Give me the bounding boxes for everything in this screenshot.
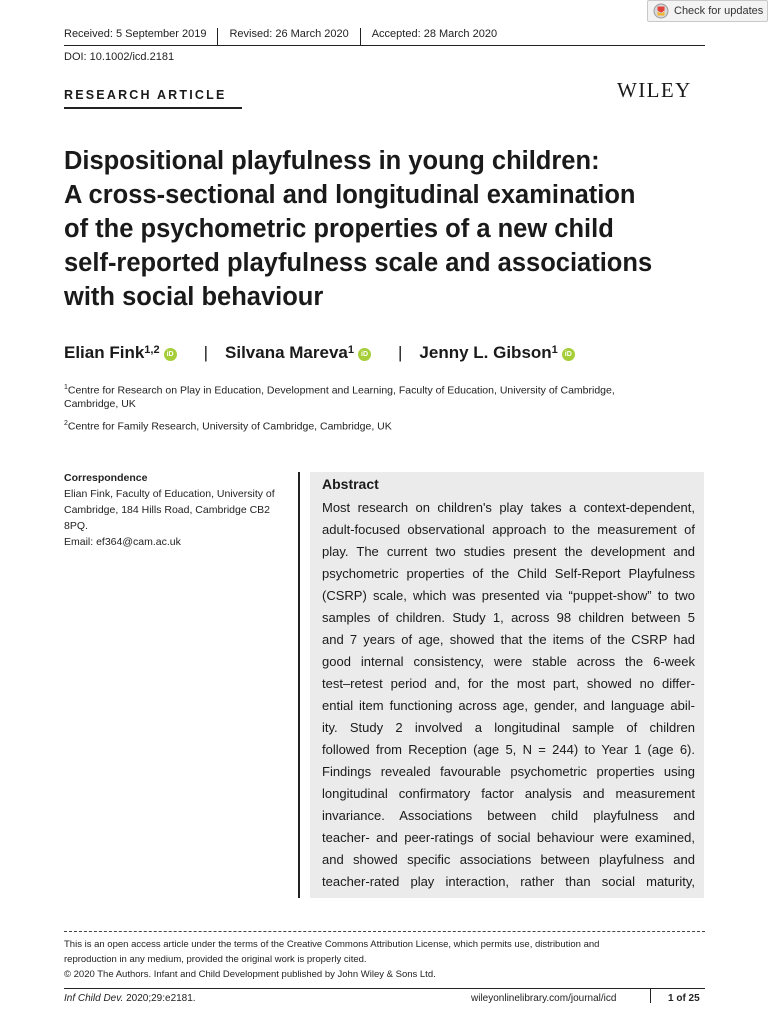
article-title — [64, 144, 704, 314]
correspondence-email[interactable]: Email: ef364@cam.ac.uk — [64, 536, 181, 548]
footnote-line: reproduction in any medium, provided the original work is properly cited. — [64, 954, 367, 965]
abstract-line: test–retest period and, for the most part, showed no differ- — [322, 676, 695, 691]
abstract-line: Most research on children's play takes a context-dependent, — [322, 500, 695, 515]
title-line: with social behaviour — [64, 283, 324, 311]
abstract-text — [322, 497, 695, 893]
affiliation — [64, 416, 704, 435]
author-affiliation-mark: 1,2 — [144, 344, 160, 356]
affiliation-text: Centre for Family Research, University of Cambridge, Cambridge, UK — [67, 420, 392, 433]
footer-journal: Inf Child Dev. — [64, 993, 124, 1004]
abstract-line: (CSRP) scale, which was presented via “puppet-show” to two — [322, 588, 695, 603]
title-line: of the psychometric properties of a new child — [64, 215, 614, 243]
abstract-line: adult-focused observational approach to the measurement of — [322, 522, 695, 537]
footnote-divider — [64, 931, 705, 932]
abstract-line: longitudinal confirmatory factor analysis and measurement — [322, 786, 695, 801]
revised-date: Revised: 26 March 2020 — [217, 28, 359, 46]
abstract-line: teacher- and peer-ratings of social behaviour were examined, — [322, 830, 695, 845]
title-line: A cross-sectional and longitudinal examination — [64, 181, 636, 209]
header-divider — [64, 45, 705, 46]
abstract-line: play. The current two studies present the development and — [322, 544, 695, 559]
footnote-line: © 2020 The Authors. Infant and Child Development published by John Wiley & Sons Ltd. — [64, 969, 436, 980]
author-name[interactable]: Jenny L. Gibson — [419, 343, 552, 362]
abstract-line: psychometric properties of the Child Self-Report Playfulness — [322, 566, 695, 581]
check-for-updates-button[interactable] — [647, 0, 768, 22]
title-line: Dispositional playfulness in young children: — [64, 147, 600, 175]
orcid-icon[interactable]: iD — [562, 348, 575, 361]
article-dates — [64, 28, 508, 46]
author-list — [64, 343, 575, 363]
abstract-line: and showed specific associations between playfulness and — [322, 852, 695, 867]
footnote-line: This is an open access article under the terms of the Creative Commons Attribution License, which permits use, distribution and — [64, 939, 600, 950]
abstract-line: ity. Study 2 involved a longitudinal sample of children — [322, 720, 695, 735]
license-footnote — [64, 937, 705, 982]
journal-url-link[interactable]: wileyonlinelibrary.com/journal/icd — [471, 993, 617, 1004]
correspondence-line: Elian Fink, Faculty of Education, University of — [64, 488, 275, 500]
abstract-line: Findings revealed favourable psychometric properties using — [322, 764, 695, 779]
footer-citation — [64, 993, 196, 1004]
author-name[interactable]: Elian Fink — [64, 343, 145, 362]
author-affiliation-mark: 1 — [347, 344, 354, 356]
crossmark-icon — [653, 3, 669, 19]
affiliation-text: Centre for Research on Play in Education, Development and Learning, Faculty of Education, University of Cambridge, — [67, 384, 615, 397]
correspondence-heading: Correspondence — [64, 472, 148, 484]
abstract-line: and 7 years of age, showed that the items of the CSRP had — [322, 632, 695, 647]
publisher-logo: WILEY — [617, 78, 692, 102]
page-number: 1 of 25 — [668, 993, 700, 1004]
affiliation-number: 2 — [64, 420, 68, 427]
abstract-line: ential item functioning across age, gender, and language abil- — [322, 698, 695, 713]
footer-divider — [64, 988, 705, 989]
orcid-icon[interactable]: iD — [358, 348, 371, 361]
abstract-line: good internal consistency, were stable across the 6-week — [322, 654, 695, 669]
article-type-label: RESEARCH ARTICLE — [64, 88, 227, 102]
abstract-line: samples of children. Study 1, across 98 children between 5 — [322, 610, 695, 625]
abstract-line: invariance. Associations between child playfulness and — [322, 808, 695, 823]
correspondence-line: 8PQ. — [64, 520, 88, 532]
affiliation-number: 1 — [64, 384, 68, 391]
abstract-heading: Abstract — [322, 476, 379, 492]
author-name[interactable]: Silvana Mareva — [225, 343, 348, 362]
article-type-underline — [64, 107, 242, 109]
doi-link[interactable]: DOI: 10.1002/icd.2181 — [64, 51, 175, 63]
accepted-date: Accepted: 28 March 2020 — [360, 28, 508, 46]
author-affiliation-mark: 1 — [551, 344, 558, 356]
orcid-icon[interactable]: iD — [164, 348, 177, 361]
check-for-updates-label: Check for updates — [674, 5, 764, 17]
abstract-line: followed from Reception (age 5, N = 244) to Year 1 (age 6). — [322, 742, 695, 757]
abstract-line: teacher-rated play interaction, rather than social maturity, — [322, 874, 695, 889]
title-line: self-reported playfulness scale and associations — [64, 249, 653, 277]
affiliation-text: Cambridge, UK — [64, 398, 136, 410]
correspondence-block — [64, 470, 289, 550]
column-divider — [298, 472, 300, 898]
received-date: Received: 5 September 2019 — [64, 28, 207, 40]
footer-separator — [650, 989, 651, 1003]
author-separator: | — [398, 343, 403, 362]
author-separator: | — [203, 343, 209, 362]
correspondence-line: Cambridge, 184 Hills Road, Cambridge CB2 — [64, 504, 271, 516]
affiliation — [64, 396, 704, 412]
footer-volume: 2020;29:e2181. — [123, 993, 196, 1004]
